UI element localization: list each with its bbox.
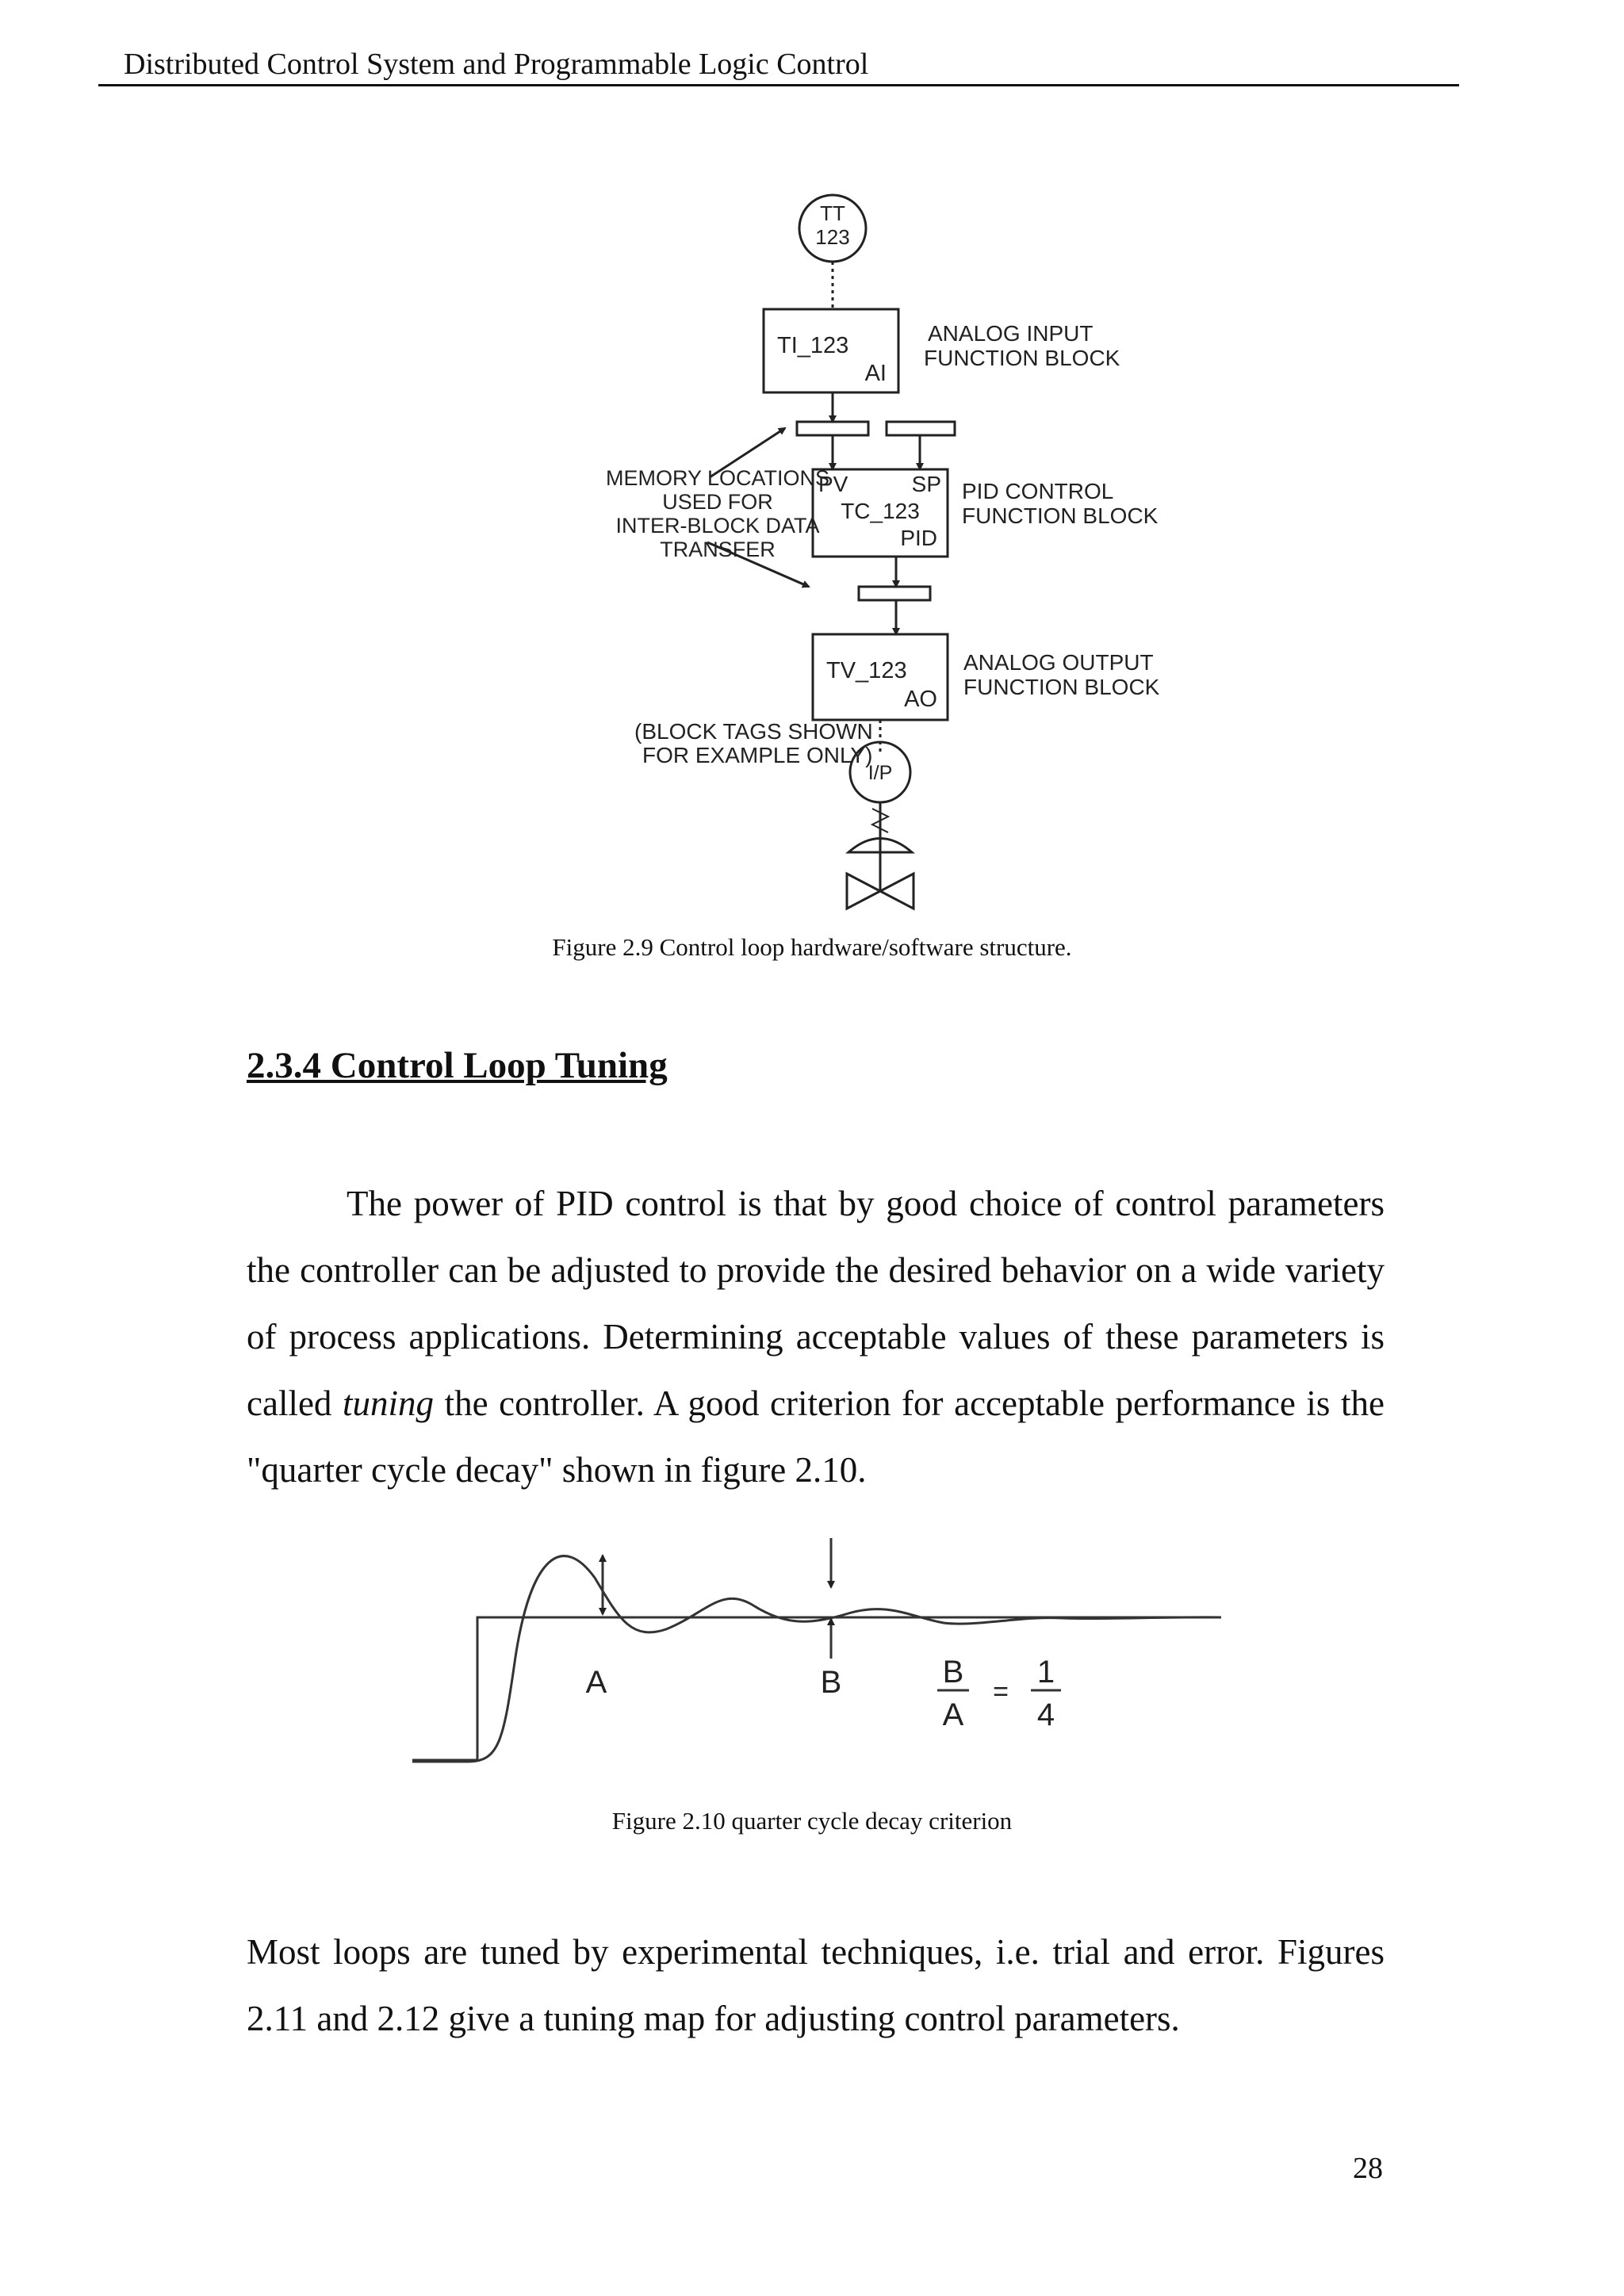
figure-2-10-caption: Figure 2.10 quarter cycle decay criterion [611, 1807, 1013, 1835]
pid-block-type: PID [900, 526, 937, 550]
setpoint-step [412, 1617, 1221, 1760]
pid-block-tag: TC_123 [841, 499, 920, 523]
fraction-right-numerator: 1 [1036, 1655, 1055, 1689]
ao-block-tag: TV_123 [826, 658, 907, 683]
response-curve [412, 1556, 1221, 1762]
pid-label-line1: PID CONTROL [962, 479, 1114, 503]
pid-sp-input: SP [911, 472, 941, 496]
paragraph-1-italic-term: tuning [343, 1383, 435, 1423]
transmitter-tag-line2: 123 [815, 225, 850, 249]
paragraph-1-text-b: the controller. A good criterion for acceptable performance is the "quarter cycle decay" shown in figure 2.10. [247, 1383, 1385, 1490]
label-b: B [820, 1665, 842, 1700]
ai-label-line2: FUNCTION BLOCK [924, 346, 1120, 370]
memory-location-box [797, 422, 868, 435]
ai-block-type: AI [864, 361, 887, 386]
memory-label-line1: MEMORY LOCATIONS [605, 466, 830, 490]
memory-label-line3: INTER-BLOCK DATA [615, 514, 820, 538]
ao-block-type: AO [904, 687, 937, 712]
paragraph-1 [247, 1170, 1385, 1503]
page-number: 28 [1353, 2152, 1383, 2185]
pid-label-line2: FUNCTION BLOCK [962, 503, 1159, 528]
memory-location-box [859, 587, 930, 600]
equals-sign: = [993, 1677, 1009, 1707]
memory-label-line4: TRANSFER [660, 538, 776, 561]
memory-label-line2: USED FOR [662, 490, 773, 514]
figure-2-9-caption: Figure 2.9 Control loop hardware/software structure. [552, 933, 1072, 961]
fraction-left-denominator: A [942, 1697, 964, 1732]
running-header: Distributed Control System and Programmable Logic Control [98, 46, 1459, 86]
fraction-left-numerator: B [942, 1655, 964, 1689]
ip-converter-label: I/P [868, 762, 893, 784]
ao-label-line1: ANALOG OUTPUT [963, 650, 1154, 675]
paragraph-2: Most loops are tuned by experimental techniques, i.e. trial and error. Figures 2.11 and 2.12 give a tuning map for adjusting control parameters. [247, 1932, 1385, 2038]
section-heading: 2.3.4 Control Loop Tuning [247, 1045, 668, 1086]
quarter-cycle-decay-diagram [404, 1538, 1245, 1776]
note-line1: (BLOCK TAGS SHOWN [634, 719, 873, 744]
ai-block-tag: TI_123 [777, 333, 849, 358]
transmitter-tag-line1: TT [820, 201, 845, 225]
note-line2: FOR EXAMPLE ONLY) [642, 743, 873, 767]
ao-label-line2: FUNCTION BLOCK [963, 675, 1160, 699]
pid-pv-input: PV [818, 472, 848, 496]
control-loop-diagram [412, 190, 1253, 928]
label-a: A [585, 1665, 607, 1700]
memory-location-box [887, 422, 955, 435]
ai-label-line1: ANALOG INPUT [928, 321, 1094, 346]
paragraph-1-text-a: The power of PID control is that by good choice of control parameters the controller can be adjusted to provide the desired behavior on a wide variety of process applications. Determining acceptable values of these parameters is called [247, 1184, 1385, 1423]
fraction-right-denominator: 4 [1036, 1697, 1055, 1732]
